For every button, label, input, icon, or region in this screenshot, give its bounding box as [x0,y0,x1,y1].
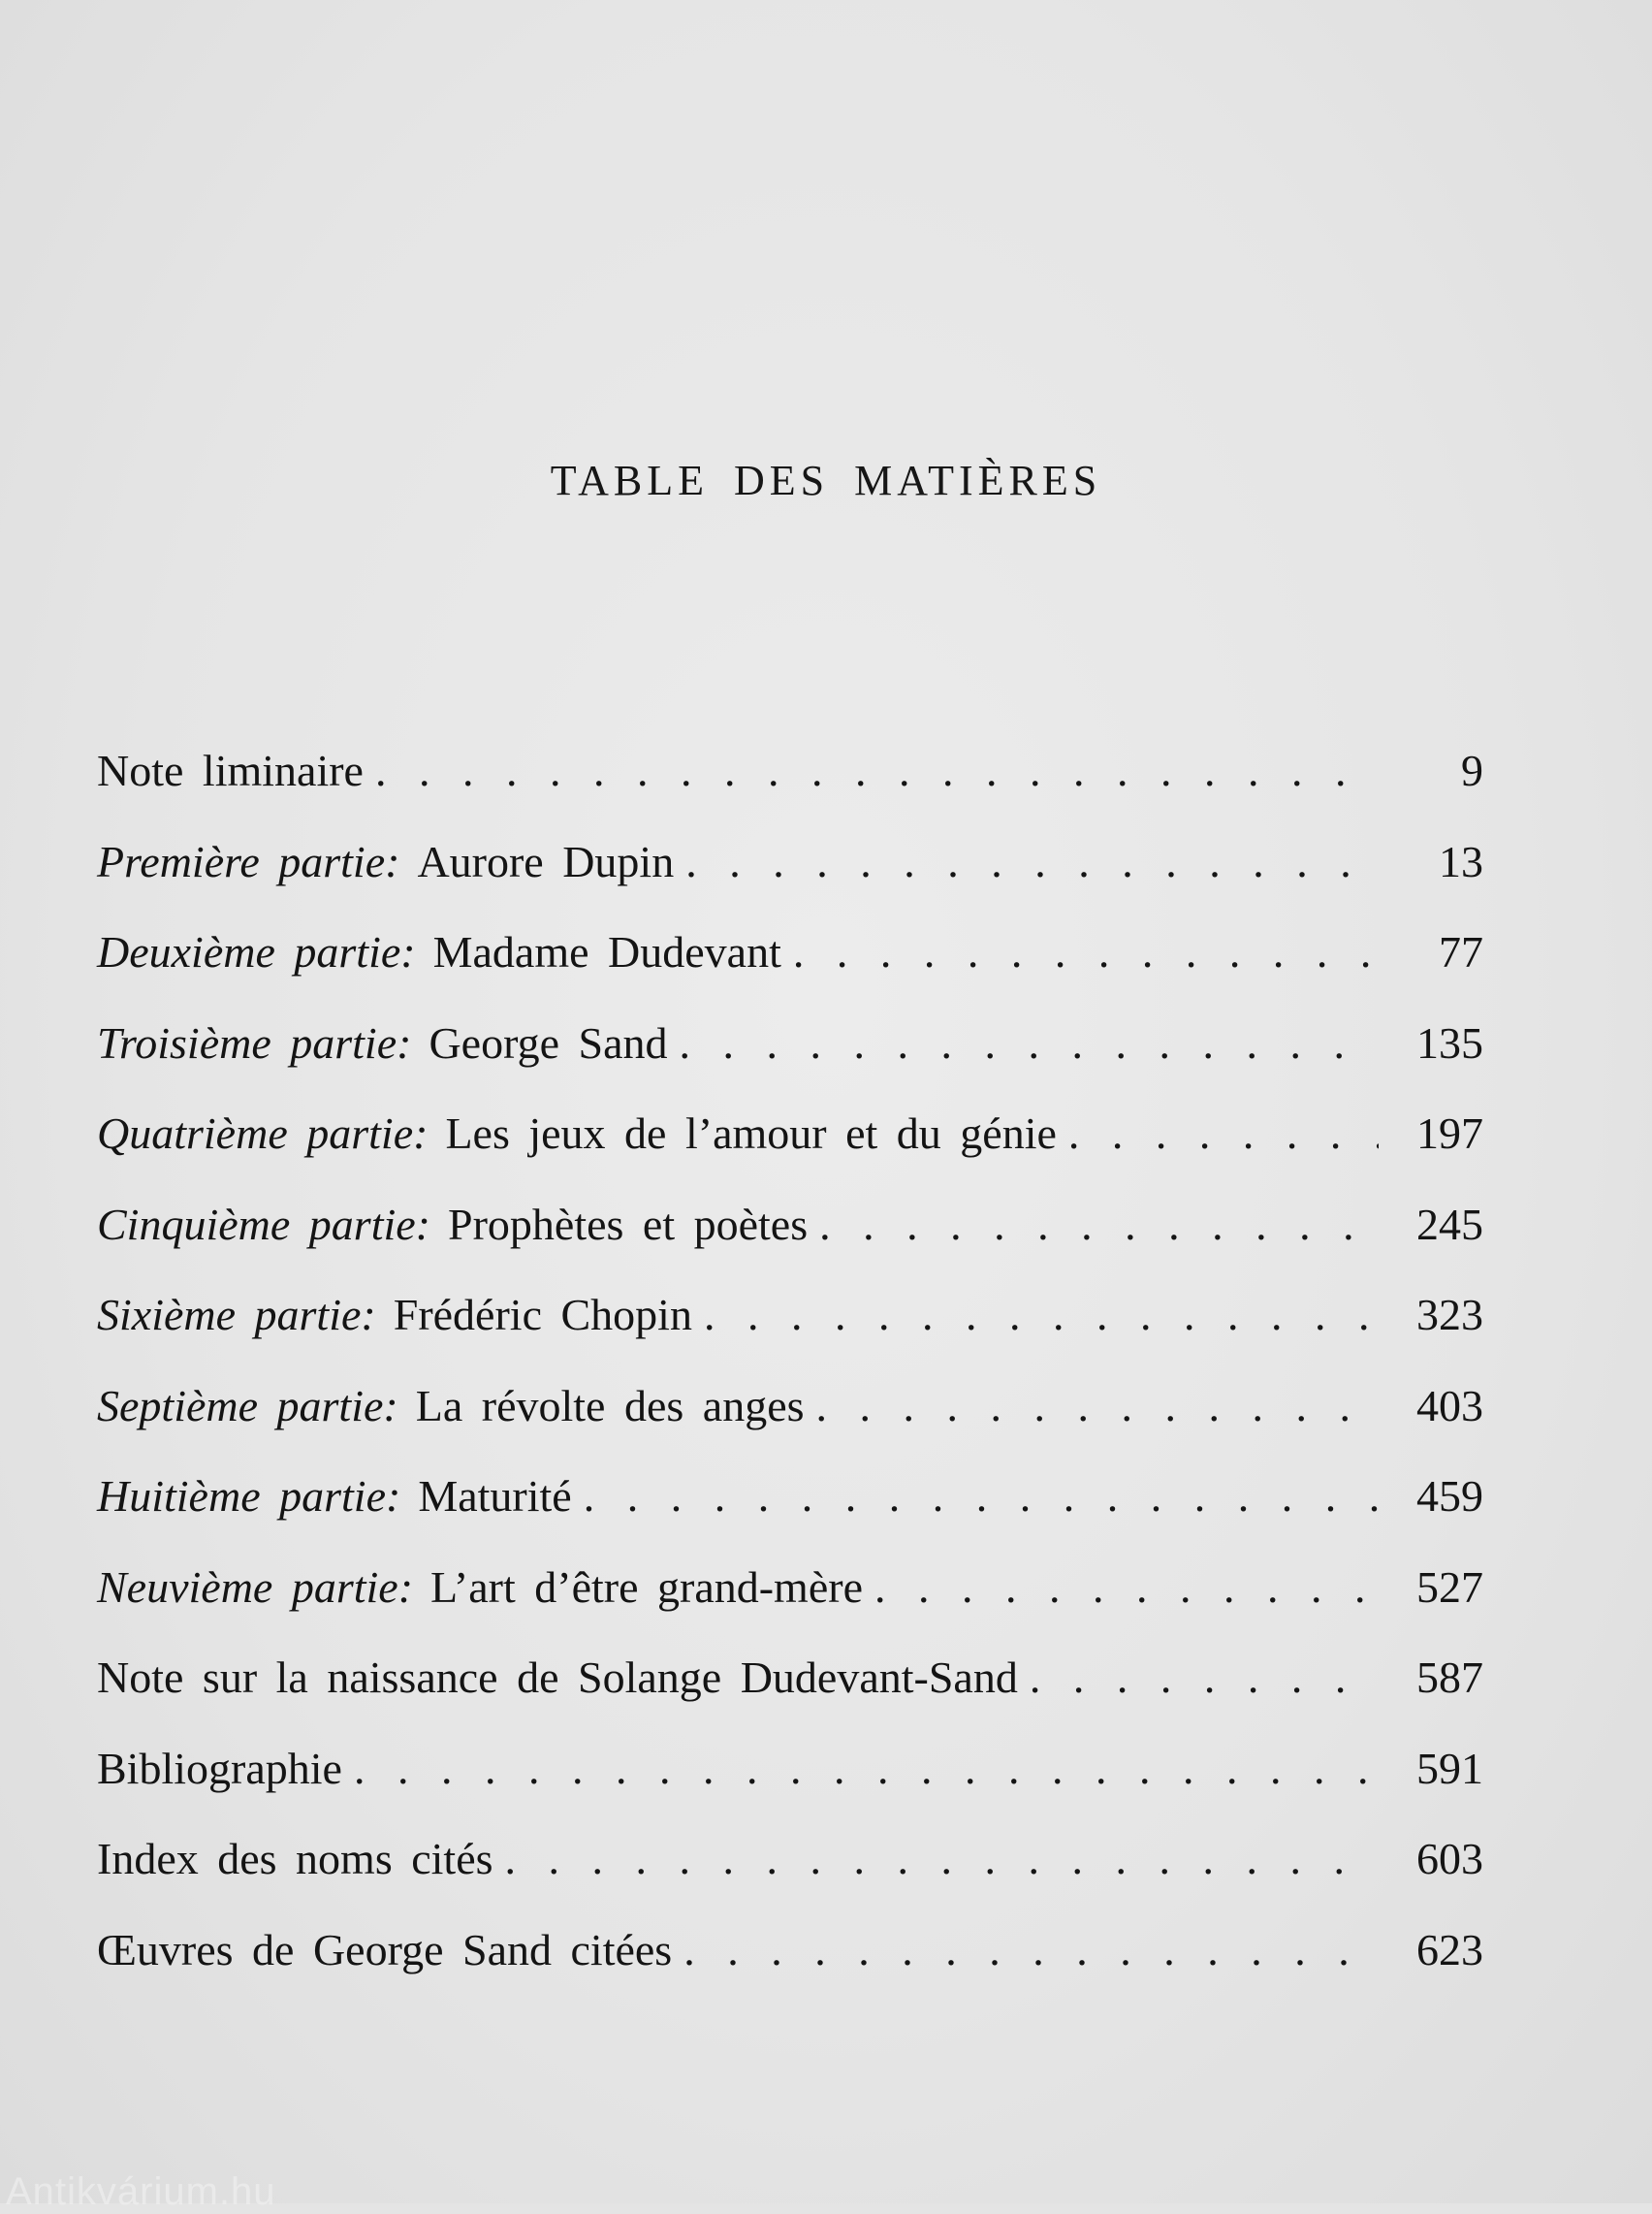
part-label: Sixième partie: [97,1290,376,1339]
page-number: 197 [1416,1108,1483,1158]
entry-title: Note liminaire [97,746,364,795]
page-number: 9 [1461,746,1483,795]
page-number: 527 [1416,1561,1483,1612]
dot-leader [683,1924,1379,1975]
part-label: Cinquième partie: [97,1199,430,1249]
entry-title: George Sand [429,1017,668,1068]
page-number: 603 [1416,1834,1483,1883]
toc-entry [97,926,1483,1017]
page-number: 623 [1416,1924,1483,1974]
toc-entry [97,1561,1483,1652]
dot-leader [793,926,1379,978]
part-label: Neuvième partie: [97,1561,414,1612]
entry-title: Index des noms cités [97,1834,493,1883]
dot-leader [685,836,1379,887]
part-label: Septième partie: [97,1380,398,1430]
part-label: Première partie: [97,836,400,886]
toc-entry [97,1199,1483,1290]
dot-leader [1068,1107,1379,1159]
entry-title: L’art d’être grand-mère [430,1561,863,1612]
part-label: Troisième partie: [97,1017,412,1068]
toc-entry [97,1743,1483,1834]
page-title: TABLE DES MATIÈRES [550,457,1102,504]
page-number: 245 [1416,1199,1483,1249]
page-number: 77 [1439,927,1483,977]
dot-leader [505,1833,1379,1884]
page-number: 591 [1416,1743,1483,1793]
entry-title: Les jeux de l’amour et du génie [445,1108,1057,1158]
page-number: 459 [1416,1471,1483,1521]
dot-leader [819,1199,1379,1250]
toc-entry [97,1833,1483,1924]
entry-title: Œuvres de George Sand citées [97,1924,673,1974]
table-of-contents [97,745,1483,2014]
toc-entry [97,1652,1483,1743]
toc-entry [97,1017,1483,1108]
part-label: Quatrième partie: [97,1108,429,1158]
entry-title: Madame Dudevant [432,927,781,977]
entry-title: Frédéric Chopin [393,1290,692,1339]
page-number: 135 [1416,1017,1483,1068]
entry-title: Bibliographie [97,1743,342,1793]
entry-title: La révolte des anges [415,1380,805,1430]
toc-entry [97,836,1483,927]
page-number: 403 [1416,1380,1483,1430]
page-number: 13 [1439,836,1483,886]
toc-entry [97,1107,1483,1199]
entry-title: Aurore Dupin [417,836,675,886]
dot-leader [1030,1652,1379,1703]
dot-leader [704,1289,1379,1340]
toc-entry [97,1470,1483,1561]
dot-leader [816,1380,1379,1431]
page-number: 323 [1416,1290,1483,1339]
entry-title: Note sur la naissance de Solange Dudevant-Sand [97,1652,1018,1702]
toc-entry [97,745,1483,836]
part-label: Huitième partie: [97,1471,401,1521]
part-label: Deuxième partie: [97,927,416,977]
entry-title: Maturité [418,1471,572,1521]
toc-entry [97,1380,1483,1471]
dot-leader [680,1017,1380,1069]
entry-title: Prophètes et poètes [448,1199,809,1249]
toc-entry [97,1289,1483,1380]
dot-leader [375,745,1379,796]
toc-entry [97,1924,1483,2015]
dot-leader [584,1470,1379,1522]
dot-leader [874,1561,1379,1613]
dot-leader [354,1743,1379,1794]
watermark: Antikvárium.hu [6,2170,276,2213]
page-number: 587 [1416,1652,1483,1702]
